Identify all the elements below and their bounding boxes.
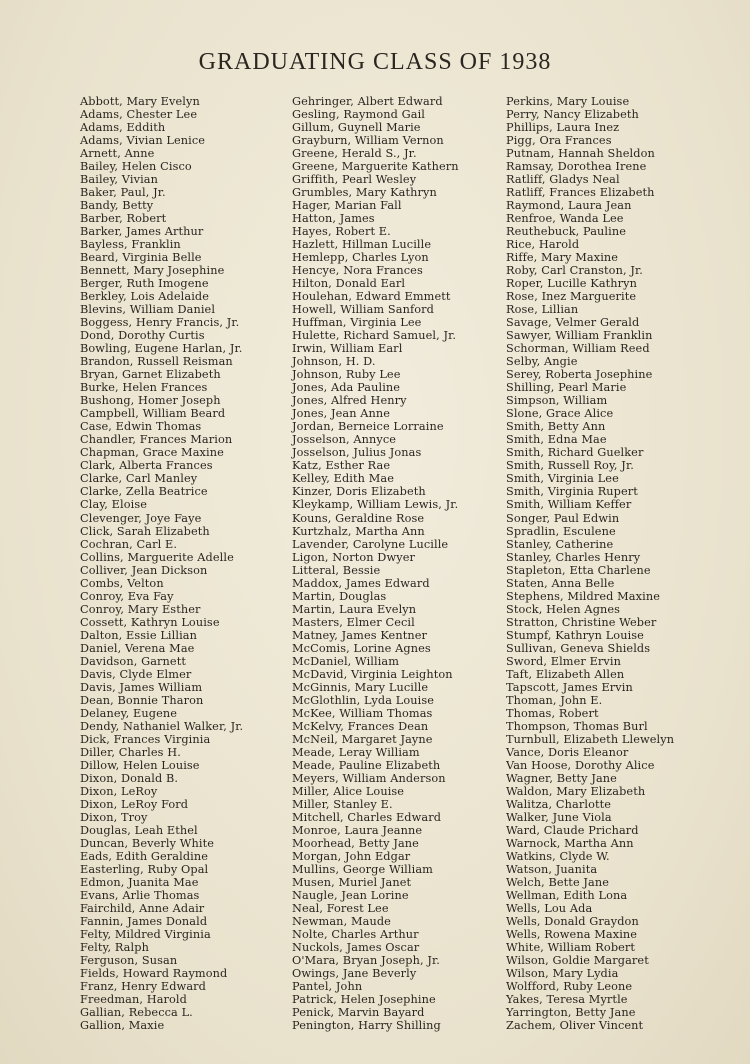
graduate-name: Hilton, Donald Earl bbox=[292, 277, 406, 291]
graduate-name: Morgan, John Edgar bbox=[292, 849, 411, 863]
graduate-name: Barber, Robert bbox=[80, 212, 167, 226]
graduate-name: Gesling, Raymond Gail bbox=[292, 108, 426, 122]
graduate-name: Smith, Edna Mae bbox=[506, 433, 607, 447]
graduate-name: Bayless, Franklin bbox=[80, 238, 181, 252]
graduate-name: Roper, Lucille Kathryn bbox=[506, 277, 638, 291]
graduate-name: Delaney, Eugene bbox=[80, 706, 178, 720]
graduate-name: Gallian, Rebecca L. bbox=[80, 1006, 193, 1020]
graduate-name: Welch, Bette Jane bbox=[506, 875, 610, 889]
graduate-name: McGinnis, Mary Lucille bbox=[292, 680, 429, 694]
graduate-name: Johnson, H. D. bbox=[292, 355, 376, 369]
graduate-name: Miller, Stanley E. bbox=[292, 797, 393, 811]
graduate-name: Josselson, Julius Jonas bbox=[292, 446, 422, 460]
graduate-name: Matney, James Kentner bbox=[292, 628, 428, 642]
graduate-name: Smith, Betty Ann bbox=[506, 420, 606, 434]
graduate-name: Bowling, Eugene Harlan, Jr. bbox=[80, 342, 243, 356]
graduate-name: Walker, June Viola bbox=[506, 810, 612, 824]
graduate-name: Putnam, Hannah Sheldon bbox=[506, 147, 655, 161]
graduate-name: McComis, Lorine Agnes bbox=[292, 641, 431, 655]
graduate-name: Stanley, Charles Henry bbox=[506, 550, 641, 564]
graduate-name: Davis, Clyde Elmer bbox=[80, 667, 192, 681]
graduate-name: Maddox, James Edward bbox=[292, 576, 430, 590]
graduate-name: Edmon, Juanita Mae bbox=[80, 875, 199, 889]
graduate-name: Reuthebuck, Pauline bbox=[506, 225, 627, 239]
graduate-name: Greene, Herald S., Jr. bbox=[292, 147, 417, 161]
graduate-name: Smith, Virginia Rupert bbox=[506, 485, 638, 499]
graduate-name: Waldon, Mary Elizabeth bbox=[506, 784, 646, 798]
graduate-name: Bailey, Helen Cisco bbox=[80, 160, 192, 174]
graduate-name: Adams, Eddith bbox=[80, 121, 166, 135]
graduate-name: Rose, Lillian bbox=[506, 303, 579, 317]
graduate-name: Bennett, Mary Josephine bbox=[80, 264, 225, 278]
graduate-name: Campbell, William Beard bbox=[80, 407, 226, 421]
graduate-name: Johnson, Ruby Lee bbox=[292, 368, 401, 382]
graduate-name: Kinzer, Doris Elizabeth bbox=[292, 485, 426, 499]
graduate-name: Cochran, Carl E. bbox=[80, 537, 178, 551]
graduate-name: Clarke, Carl Manley bbox=[80, 472, 198, 486]
graduate-name: Bushong, Homer Joseph bbox=[80, 394, 221, 408]
graduate-name: Felty, Ralph bbox=[80, 941, 149, 955]
graduate-name: Eads, Edith Geraldine bbox=[80, 849, 209, 863]
graduate-name: Meade, Pauline Elizabeth bbox=[292, 758, 441, 772]
graduate-name: Nuckols, James Oscar bbox=[292, 941, 420, 955]
graduate-name: Davis, James William bbox=[80, 680, 203, 694]
graduate-name: Meade, Leray William bbox=[292, 745, 420, 759]
graduate-name: Fairchild, Anne Adair bbox=[80, 901, 205, 915]
graduate-name: Miller, Alice Louise bbox=[292, 784, 405, 798]
graduate-name: Yarrington, Betty Jane bbox=[506, 1006, 636, 1020]
graduate-name: Stock, Helen Agnes bbox=[506, 602, 621, 616]
name-column-1 bbox=[80, 95, 243, 1032]
graduate-name: Dean, Bonnie Tharon bbox=[80, 693, 204, 707]
graduate-name: Duncan, Beverly White bbox=[80, 836, 214, 850]
graduate-name: Hemlepp, Charles Lyon bbox=[292, 251, 429, 265]
graduate-name: Thompson, Thomas Burl bbox=[506, 719, 648, 733]
graduate-name: Kurtzhalz, Martha Ann bbox=[292, 524, 425, 538]
graduate-name: Mitchell, Charles Edward bbox=[292, 810, 442, 824]
graduate-name: Ratliff, Gladys Neal bbox=[506, 173, 620, 187]
graduate-name: Abbott, Mary Evelyn bbox=[80, 95, 200, 108]
graduate-name: Sullivan, Geneva Shields bbox=[506, 641, 651, 655]
graduate-name: Ferguson, Susan bbox=[80, 954, 178, 968]
graduate-name: Clark, Alberta Frances bbox=[80, 459, 213, 473]
graduate-name: Dalton, Essie Lillian bbox=[80, 628, 197, 642]
graduate-name: Bandy, Betty bbox=[80, 199, 154, 213]
graduate-name: Wellman, Edith Lona bbox=[506, 888, 628, 902]
graduate-name: Dendy, Nathaniel Walker, Jr. bbox=[80, 719, 244, 733]
graduate-name: Slone, Grace Alice bbox=[506, 407, 614, 421]
graduate-name: Katz, Esther Rae bbox=[292, 459, 391, 473]
graduate-name: Greene, Marguerite Kathern bbox=[292, 160, 459, 174]
graduate-name: Douglas, Leah Ethel bbox=[80, 823, 198, 837]
graduate-name: Stumpf, Kathryn Louise bbox=[506, 628, 644, 642]
graduate-name: Patrick, Helen Josephine bbox=[292, 993, 436, 1007]
graduate-name: Tapscott, James Ervin bbox=[506, 680, 633, 694]
graduate-name: Dixon, Troy bbox=[80, 810, 148, 824]
graduate-name: Taft, Elizabeth Allen bbox=[506, 667, 625, 681]
graduate-name: Adams, Chester Lee bbox=[80, 108, 198, 122]
graduate-name: Simpson, William bbox=[506, 394, 608, 408]
graduate-name: Wells, Donald Graydon bbox=[506, 914, 639, 928]
graduate-name: Collins, Marguerite Adelle bbox=[80, 550, 234, 564]
graduate-name: Hayes, Robert E. bbox=[292, 225, 391, 239]
graduate-name: Martin, Laura Evelyn bbox=[292, 602, 417, 616]
graduate-name: Baker, Paul, Jr. bbox=[80, 186, 166, 200]
graduate-name: Stapleton, Etta Charlene bbox=[506, 563, 651, 577]
graduate-name: Smith, William Keffer bbox=[506, 498, 632, 512]
graduate-name: Ligon, Norton Dwyer bbox=[292, 550, 415, 564]
graduate-name: Colliver, Jean Dickson bbox=[80, 563, 208, 577]
graduate-name: Smith, Richard Guelker bbox=[506, 446, 644, 460]
graduate-name: Evans, Arlie Thomas bbox=[80, 888, 200, 902]
graduate-name: Adams, Vivian Lenice bbox=[80, 134, 206, 148]
graduate-name: Freedman, Harold bbox=[80, 993, 187, 1007]
graduate-name: Combs, Velton bbox=[80, 576, 164, 590]
graduate-name: Renfroe, Wanda Lee bbox=[506, 212, 624, 226]
graduate-name: Jordan, Berneice Lorraine bbox=[292, 420, 444, 434]
graduate-name: Jones, Alfred Henry bbox=[292, 394, 407, 408]
graduate-name: Dillow, Helen Louise bbox=[80, 758, 200, 772]
graduate-name: Walitza, Charlotte bbox=[506, 797, 612, 811]
graduate-name: Raymond, Laura Jean bbox=[506, 199, 632, 213]
graduate-name: Dond, Dorothy Curtis bbox=[80, 329, 205, 343]
graduate-name: McDavid, Virginia Leighton bbox=[292, 667, 453, 681]
graduate-name: Berkley, Lois Adelaide bbox=[80, 290, 210, 304]
graduate-name: Dixon, LeRoy bbox=[80, 784, 158, 798]
graduate-name: Bailey, Vivian bbox=[80, 173, 158, 187]
graduate-name: Hulette, Richard Samuel, Jr. bbox=[292, 329, 457, 343]
graduate-name: Gillum, Guynell Marie bbox=[292, 121, 421, 135]
graduate-name: Zachem, Oliver Vincent bbox=[506, 1019, 644, 1033]
graduate-name: Conroy, Eva Fay bbox=[80, 589, 174, 603]
graduate-name: Rice, Harold bbox=[506, 238, 580, 252]
graduate-name: Pantel, John bbox=[292, 980, 363, 994]
graduate-name: Howell, William Sanford bbox=[292, 303, 434, 317]
graduate-name: Ramsay, Dorothea Irene bbox=[506, 160, 647, 174]
graduate-name: Phillips, Laura Inez bbox=[506, 121, 620, 135]
graduate-name: Boggess, Henry Francis, Jr. bbox=[80, 316, 240, 330]
graduate-name: Cossett, Kathryn Louise bbox=[80, 615, 220, 629]
graduate-name: Neal, Forest Lee bbox=[292, 901, 389, 915]
graduate-name: Spradlin, Esculene bbox=[506, 524, 616, 538]
graduate-name: Beard, Virginia Belle bbox=[80, 251, 202, 265]
graduate-name: White, William Robert bbox=[506, 941, 636, 955]
graduate-name: Hatton, James bbox=[292, 212, 375, 226]
graduate-name: Gehringer, Albert Edward bbox=[292, 95, 443, 108]
graduate-name: Brandon, Russell Reisman bbox=[80, 355, 233, 369]
graduate-name: Wells, Lou Ada bbox=[506, 901, 593, 915]
graduate-name: Meyers, William Anderson bbox=[292, 771, 446, 785]
graduate-name: Watkins, Clyde W. bbox=[506, 849, 610, 863]
name-column-3 bbox=[506, 95, 674, 1032]
graduate-name: Penick, Marvin Bayard bbox=[292, 1006, 425, 1020]
graduate-name: Bryan, Garnet Elizabeth bbox=[80, 368, 221, 382]
graduate-name: Franz, Henry Edward bbox=[80, 980, 206, 994]
graduate-name: McGlothlin, Lyda Louise bbox=[292, 693, 435, 707]
graduate-name: Chandler, Frances Marion bbox=[80, 433, 233, 447]
graduate-name: Clevenger, Joye Faye bbox=[80, 511, 202, 525]
graduate-name: Songer, Paul Edwin bbox=[506, 511, 620, 525]
graduate-name: Selby, Angie bbox=[506, 355, 578, 369]
graduate-name: Smith, Virginia Lee bbox=[506, 472, 619, 486]
graduate-name: Schorman, William Reed bbox=[506, 342, 650, 356]
graduate-name: Barker, James Arthur bbox=[80, 225, 204, 239]
graduate-name: Berger, Ruth Imogene bbox=[80, 277, 209, 291]
graduate-name: Lavender, Carolyne Lucille bbox=[292, 537, 449, 551]
name-column-2 bbox=[292, 95, 459, 1032]
graduate-name: Perkins, Mary Louise bbox=[506, 95, 630, 108]
graduate-name: McDaniel, William bbox=[292, 654, 400, 668]
graduate-name: Hencye, Nora Frances bbox=[292, 264, 423, 278]
graduate-name: Clay, Eloise bbox=[80, 498, 148, 512]
graduate-name: Smith, Russell Roy, Jr. bbox=[506, 459, 634, 473]
graduate-name: Serey, Roberta Josephine bbox=[506, 368, 653, 382]
graduate-name: Naugle, Jean Lorine bbox=[292, 888, 409, 902]
graduate-name: McNeil, Margaret Jayne bbox=[292, 732, 433, 746]
graduate-name: Felty, Mildred Virginia bbox=[80, 928, 211, 941]
graduate-name: Van Hoose, Dorothy Alice bbox=[506, 758, 655, 772]
graduate-name: Warnock, Martha Ann bbox=[506, 836, 634, 850]
graduate-name: Huffman, Virginia Lee bbox=[292, 316, 422, 330]
graduate-name: Wells, Rowena Maxine bbox=[506, 928, 638, 941]
graduate-name: Nolte, Charles Arthur bbox=[292, 928, 419, 941]
graduate-name: Newman, Maude bbox=[292, 914, 391, 928]
graduate-name: Ward, Claude Prichard bbox=[506, 823, 639, 837]
graduate-name: Sawyer, William Franklin bbox=[506, 329, 653, 343]
graduate-name: Burke, Helen Frances bbox=[80, 381, 208, 395]
graduate-name: Hazlett, Hillman Lucille bbox=[292, 238, 432, 252]
graduate-name: Jones, Ada Pauline bbox=[292, 381, 401, 395]
graduate-name: Monroe, Laura Jeanne bbox=[292, 823, 423, 837]
graduate-name: Stanley, Catherine bbox=[506, 537, 614, 551]
graduate-name: Masters, Elmer Cecil bbox=[292, 615, 415, 629]
graduate-name: Wagner, Betty Jane bbox=[506, 771, 617, 785]
graduate-name: McKee, William Thomas bbox=[292, 706, 433, 720]
graduate-name: Davidson, Garnett bbox=[80, 654, 186, 668]
graduate-name: Fannin, James Donald bbox=[80, 914, 208, 928]
graduate-name: Turnbull, Elizabeth Llewelyn bbox=[506, 732, 675, 746]
graduate-name: Thoman, John E. bbox=[506, 693, 603, 707]
graduate-name: Griffith, Pearl Wesley bbox=[292, 173, 417, 187]
graduate-name: Dick, Frances Virginia bbox=[80, 732, 211, 746]
graduate-name: Houlehan, Edward Emmett bbox=[292, 290, 451, 304]
graduate-name: Kleykamp, William Lewis, Jr. bbox=[292, 498, 459, 512]
graduate-name: Litteral, Bessie bbox=[292, 563, 381, 577]
graduate-name: Click, Sarah Elizabeth bbox=[80, 524, 210, 538]
graduate-name: Rose, Inez Marguerite bbox=[506, 290, 637, 304]
graduate-name: Moorhead, Betty Jane bbox=[292, 836, 419, 850]
graduate-name: Mullins, George William bbox=[292, 862, 433, 876]
graduate-name: Chapman, Grace Maxine bbox=[80, 446, 224, 460]
page-title: GRADUATING CLASS OF 1938 bbox=[198, 49, 552, 76]
graduate-name: Kelley, Edith Mae bbox=[292, 472, 394, 486]
graduate-name: Josselson, Annyce bbox=[292, 433, 397, 447]
graduate-name: Gallion, Maxie bbox=[80, 1019, 165, 1033]
graduate-name: O'Mara, Bryan Joseph, Jr. bbox=[292, 954, 440, 968]
graduate-name: Wilson, Mary Lydia bbox=[506, 967, 619, 981]
graduate-name: Ratliff, Frances Elizabeth bbox=[506, 186, 655, 200]
graduate-name: Savage, Velmer Gerald bbox=[506, 316, 640, 330]
graduate-name: Dixon, Donald B. bbox=[80, 771, 179, 785]
graduate-name: Vance, Doris Eleanor bbox=[506, 745, 629, 759]
graduate-name: Arnett, Anne bbox=[80, 147, 155, 161]
graduate-name: Dixon, LeRoy Ford bbox=[80, 797, 189, 811]
graduate-name: Conroy, Mary Esther bbox=[80, 602, 201, 616]
graduate-name: Sword, Elmer Ervin bbox=[506, 654, 621, 668]
graduate-name: Diller, Charles H. bbox=[80, 745, 181, 759]
graduate-name: Pigg, Ora Frances bbox=[506, 134, 612, 148]
graduate-name: Riffe, Mary Maxine bbox=[506, 251, 619, 265]
graduate-name: McKelvy, Frances Dean bbox=[292, 719, 429, 733]
graduate-name: Stratton, Christine Weber bbox=[506, 615, 657, 629]
graduate-name: Blevins, William Daniel bbox=[80, 303, 216, 317]
graduate-name: Penington, Harry Shilling bbox=[292, 1019, 441, 1033]
graduate-name: Irwin, William Earl bbox=[292, 342, 403, 356]
graduate-name: Clarke, Zella Beatrice bbox=[80, 485, 208, 499]
graduate-name: Wilson, Goldie Margaret bbox=[506, 954, 649, 968]
graduate-name: Stephens, Mildred Maxine bbox=[506, 589, 660, 603]
graduate-name: Jones, Jean Anne bbox=[292, 407, 391, 421]
graduate-name: Thomas, Robert bbox=[506, 706, 599, 720]
graduate-name: Shilling, Pearl Marie bbox=[506, 381, 627, 395]
graduate-name: Easterling, Ruby Opal bbox=[80, 862, 209, 876]
graduate-name: Staten, Anna Belle bbox=[506, 576, 615, 590]
graduate-name: Watson, Juanita bbox=[506, 862, 598, 876]
graduate-name: Grayburn, William Vernon bbox=[292, 134, 444, 148]
graduate-name: Musen, Muriel Janet bbox=[292, 875, 412, 889]
graduate-name: Kouns, Geraldine Rose bbox=[292, 511, 425, 525]
graduate-name: Hager, Marian Fall bbox=[292, 199, 402, 213]
graduate-name: Wolfford, Ruby Leone bbox=[506, 980, 633, 994]
graduate-name: Fields, Howard Raymond bbox=[80, 967, 228, 981]
graduate-name: Martin, Douglas bbox=[292, 589, 387, 603]
graduate-name: Case, Edwin Thomas bbox=[80, 420, 202, 434]
graduate-name: Owings, Jane Beverly bbox=[292, 967, 417, 981]
graduate-name: Yakes, Teresa Myrtle bbox=[506, 993, 628, 1007]
graduate-name: Perry, Nancy Elizabeth bbox=[506, 108, 639, 122]
graduate-name: Grumbles, Mary Kathryn bbox=[292, 186, 437, 200]
graduate-name: Roby, Carl Cranston, Jr. bbox=[506, 264, 643, 278]
graduate-name: Daniel, Verena Mae bbox=[80, 641, 195, 655]
